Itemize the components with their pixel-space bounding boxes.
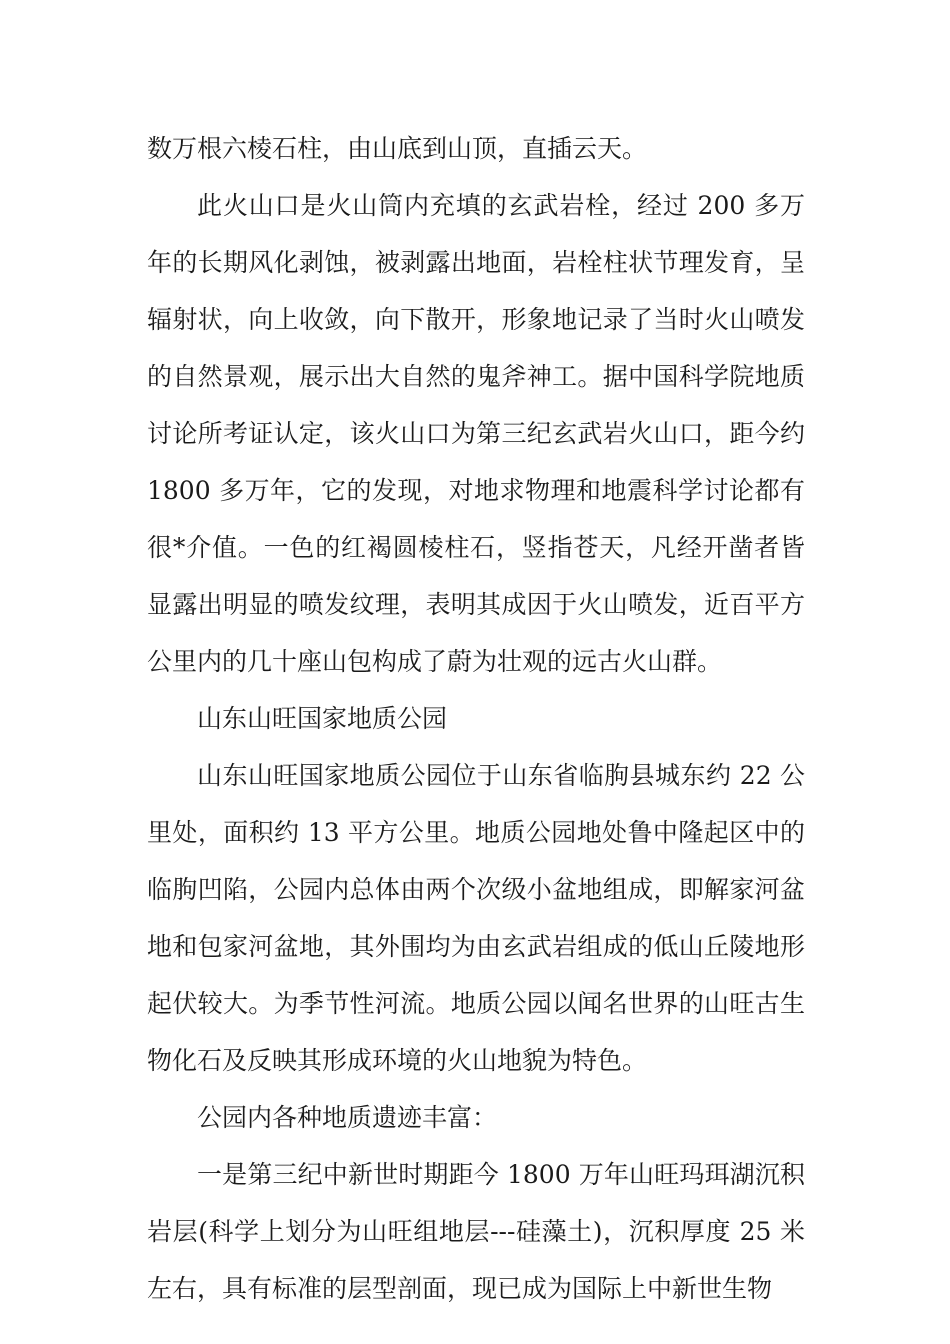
paragraph-relics-intro: 公园内各种地质遗迹丰富： <box>197 1103 498 1132</box>
section-heading-shanwang: 山东山旺国家地质公园 <box>197 704 448 733</box>
paragraph-shanwang-intro: 山东山旺国家地质公园位于山东省临朐县城东约 22 公里处，面积约 13 平方公里。地质公园地处鲁中隆起区中的临朐凹陷，公园内总体由两个次级小盆地组成，即解家河盆地和包家河盆地，其外围均为由玄武岩组成的低山丘陵地形起伏较大。为季节性河流。地质公园以闻名世界的山旺古生物化石及反映其形成环境的火山地貌为特色。 <box>147 761 805 1075</box>
paragraph-relic-one: 一是第三纪中新世时期距今 1800 万年山旺玛珥湖沉积岩层(科学上划分为山旺组地层---硅藻土)，沉积厚度 25 米左右，具有标准的层型剖面，现已成为国际上中新世生物 <box>147 1160 805 1303</box>
paragraph-volcano-crater: 此火山口是火山筒内充填的玄武岩栓，经过 200 多万年的长期风化剥蚀，被剥露出地面，岩栓柱状节理发育，呈辐射状，向上收敛，向下散开，形象地记录了当时火山喷发的自然景观，展示出大自然的鬼斧神工。据中国科学院地质讨论所考证认定，该火山口为第三纪玄武岩火山口，距今约 1800 多万年，它的发现，对地求物理和地震科学讨论都有很*介值。一色的红褐圆棱柱石，竖指苍天，凡经开凿者皆显露出明显的喷发纹理，表明其成因于火山喷发，近百平方公里内的几十座山包构成了蔚为壮观的远古火山群。 <box>147 191 805 676</box>
body-text <box>147 120 805 1317</box>
paragraph-continuation: 数万根六棱石柱，由山底到山顶，直插云天。 <box>147 134 648 163</box>
